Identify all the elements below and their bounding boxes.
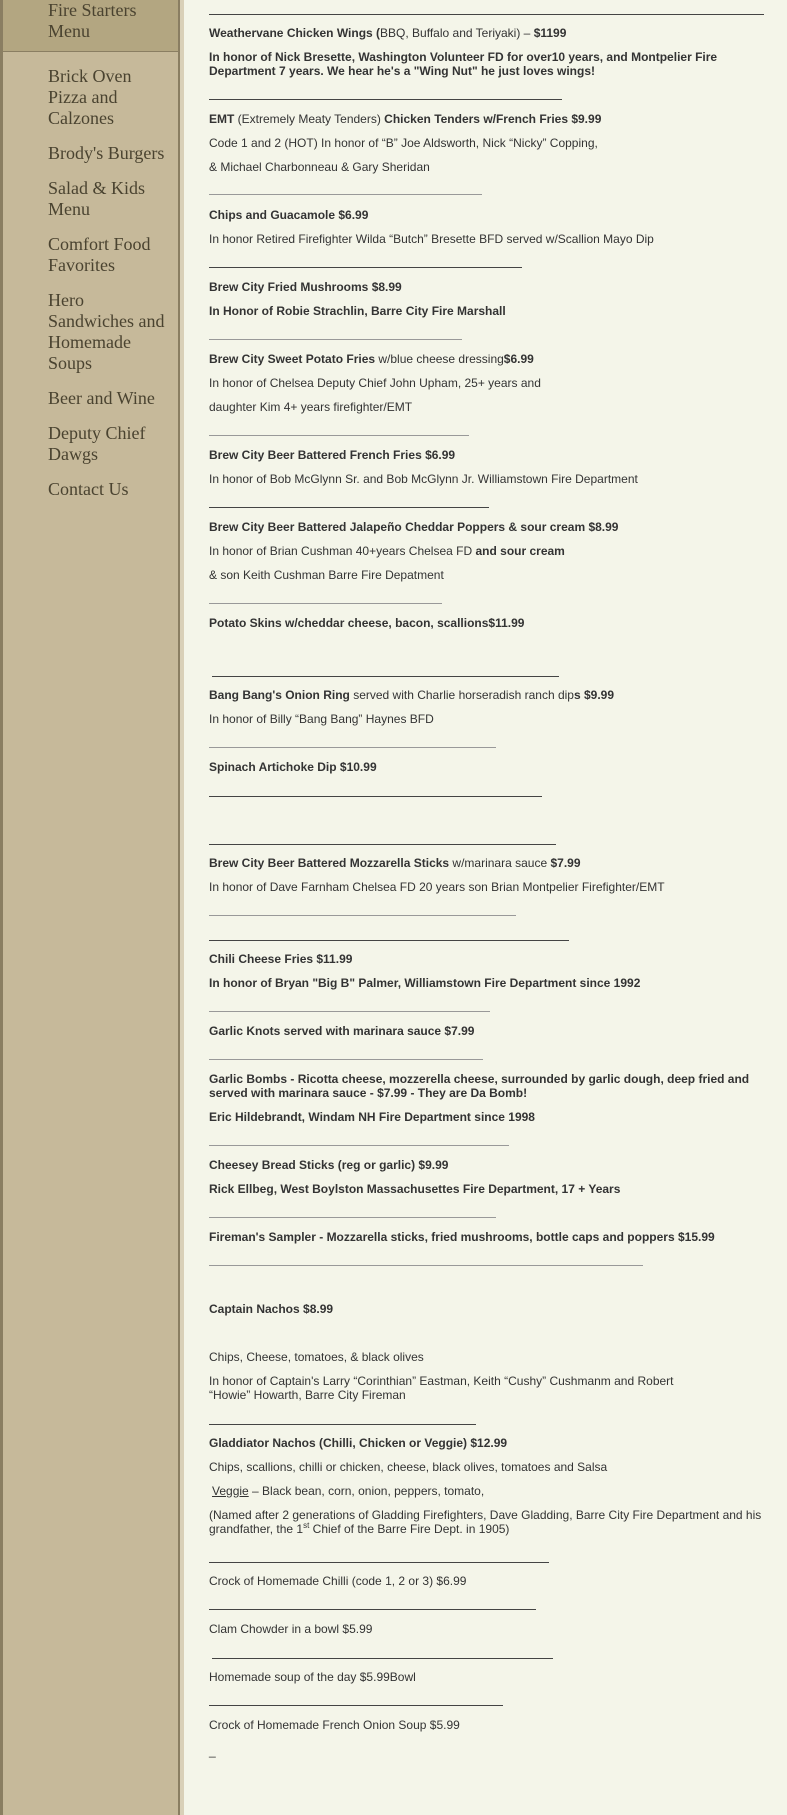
named-after-text: (Named after 2 generations of Gladding Firefighters, Dave Gladding, Barre City Fire Department and his grandfather, the 1 [209, 1508, 762, 1536]
gladdiator-nachos-title: Gladdiator Nachos (Chilli, Chicken or Veggie) $12.99 [209, 1436, 508, 1450]
chips-honor: In honor Retired Firefighter Wilda “Butch” Bresette BFD served w/Scallion Mayo Dip [209, 232, 654, 246]
divider [209, 1562, 549, 1563]
sidebar-item-salad-kids-menu[interactable]: Salad & Kids Menu [48, 178, 145, 219]
mozzarella-honor: In honor of Dave Farnham Chelsea FD 20 years son Brian Montpelier Firefighter/EMT [209, 880, 665, 894]
potato-skins-title: Potato Skins w/cheddar cheese, bacon, scallions$11.99 [209, 616, 525, 630]
mozzarella-price: $7.99 [550, 856, 581, 870]
tenders-title: Chicken Tenders w/French Fries $9.99 [384, 112, 602, 126]
named-after-text-end: Chief of the Barre Fire Dept. in 1905) [309, 1522, 510, 1536]
sidebar-item-deputy-chief-dawgs[interactable]: Deputy Chief Dawgs [48, 423, 146, 464]
menu-item-onion-ring [209, 688, 764, 702]
divider [212, 676, 559, 677]
divider [209, 844, 556, 845]
sidebar-item-contact-us[interactable]: Contact Us [48, 479, 129, 499]
chili-fries-honor: In honor of Bryan "Big B" Palmer, Williamstown Fire Department since 1992 [209, 976, 641, 990]
garlic-bombs-title: Garlic Bombs - Ricotta cheese, mozzerella cheese, surrounded by garlic dough, deep fried and served with marinara sauce - $7.99 - They are Da Bomb! [209, 1072, 750, 1100]
wings-flavors: BBQ, Buffalo and Teriyaki) – [380, 26, 534, 40]
captain-nachos-desc: Chips, Cheese, tomatoes, & black olives [209, 1350, 424, 1364]
divider [209, 603, 442, 604]
sweet-potato-honor-1: In honor of Chelsea Deputy Chief John Upham, 25+ years and [209, 376, 541, 390]
divider [209, 1145, 509, 1146]
veggie-label: Veggie [212, 1484, 249, 1498]
sidebar-item-fire-starters-menu[interactable]: Fire Starters Menu [3, 0, 178, 52]
wings-title: Weathervane Chicken Wings ( [209, 26, 381, 40]
divider [209, 915, 516, 916]
onion-ring-price: s $9.99 [573, 688, 615, 702]
divider [212, 1658, 553, 1659]
gladdiator-veggie [212, 1484, 767, 1498]
divider [209, 1011, 490, 1012]
spinach-dip-title: Spinach Artichoke Dip $10.99 [209, 760, 377, 774]
captain-nachos-title: Captain Nachos $8.99 [209, 1302, 334, 1316]
menu-item-sweet-potato [209, 352, 764, 366]
veggie-desc: – Black bean, corn, onion, peppers, tomato, [248, 1484, 485, 1498]
menu-item-wings [209, 26, 764, 40]
mushrooms-title: Brew City Fried Mushrooms $8.99 [209, 280, 402, 294]
wings-price: $1199 [533, 26, 567, 40]
gladdiator-named-after [209, 1508, 764, 1536]
soup-french-onion: Crock of Homemade French Onion Soup $5.99 [209, 1718, 460, 1732]
poppers-honor-2: & son Keith Cushman Barre Fire Depatment [209, 568, 444, 582]
divider [209, 435, 469, 436]
divider [209, 940, 569, 941]
divider [209, 1705, 503, 1706]
tenders-emt: EMT [209, 112, 235, 126]
mozzarella-title: Brew City Beer Battered Mozzarella Sticks [209, 856, 450, 870]
sidebar-item-comfort-food[interactable]: Comfort Food Favorites [48, 234, 151, 275]
sidebar-item-hero-sandwiches[interactable]: Hero Sandwiches and Homemade Soups [48, 290, 165, 373]
divider [209, 1609, 536, 1610]
poppers-honor-1 [209, 544, 764, 558]
divider [209, 99, 562, 100]
divider [209, 1424, 476, 1425]
french-fries-honor: In honor of Bob McGlynn Sr. and Bob McGlynn Jr. Williamstown Fire Department [209, 472, 638, 486]
divider [209, 1217, 496, 1218]
divider [209, 507, 489, 508]
divider [209, 747, 496, 748]
mushrooms-honor: In Honor of Robie Strachlin, Barre City Fire Marshall [209, 304, 506, 318]
sweet-potato-honor-2: daughter Kim 4+ years firefighter/EMT [209, 400, 413, 414]
menu-item-tenders [209, 112, 764, 126]
garlic-bombs-honor: Eric Hildebrandt, Windam NH Fire Department since 1998 [209, 1110, 535, 1124]
chips-title: Chips and Guacamole $6.99 [209, 208, 369, 222]
divider [209, 1059, 483, 1060]
poppers-honor-text: In honor of Brian Cushman 40+years Chelsea FD [209, 544, 476, 558]
sidebar-item-beer-and-wine[interactable]: Beer and Wine [48, 388, 155, 408]
onion-ring-honor: In honor of Billy “Bang Bang” Haynes BFD [209, 712, 434, 726]
menu-item-mozzarella [209, 856, 764, 870]
ordinal-suffix: st [303, 1521, 310, 1530]
onion-ring-title: Bang Bang's Onion Ring [209, 688, 350, 702]
onion-ring-desc: served with Charlie horseradish ranch dip [349, 688, 574, 702]
mozzarella-desc: w/marinara sauce [449, 856, 551, 870]
sampler-title: Fireman's Sampler - Mozzarella sticks, fried mushrooms, bottle caps and poppers $15.99 [209, 1230, 715, 1244]
sweet-potato-price: $6.99 [503, 352, 534, 366]
wings-honor: In honor of Nick Bresette, Washington Volunteer FD for over10 years, and Montpelier Fire Department 7 years. We hear he's a "Wing Nut" he just loves wings! [209, 50, 718, 78]
gladdiator-nachos-desc: Chips, scallions, chilli or chicken, cheese, black olives, tomatoes and Salsa [209, 1460, 608, 1474]
sweet-potato-title: Brew City Sweet Potato Fries [209, 352, 376, 366]
tenders-honor-2: & Michael Charbonneau & Gary Sheridan [209, 160, 430, 174]
french-fries-title: Brew City Beer Battered French Fries $6.99 [209, 448, 456, 462]
divider [209, 194, 482, 195]
sweet-potato-desc: w/blue cheese dressing [375, 352, 504, 366]
soup-of-the-day: Homemade soup of the day $5.99Bowl [209, 1670, 416, 1684]
divider [209, 339, 462, 340]
sidebar-item-brodys-burgers[interactable]: Brody's Burgers [48, 143, 165, 163]
garlic-knots-title: Garlic Knots served with marinara sauce $7.99 [209, 1024, 475, 1038]
divider [209, 796, 542, 797]
tenders-honor-1: Code 1 and 2 (HOT) In honor of “B” Joe Aldsworth, Nick “Nicky” Copping, [209, 136, 598, 150]
bread-sticks-honor: Rick Ellbeg, West Boylston Massachusettes Fire Department, 17 + Years [209, 1182, 621, 1196]
captain-nachos-honor: In honor of Captain's Larry “Corinthian” Eastman, Keith “Cushy” Cushmanm and Robert “Howie” Howarth, Barre City Fireman [209, 1374, 674, 1402]
trailing-mark: _ [209, 1744, 216, 1758]
chili-fries-title: Chili Cheese Fries $11.99 [209, 952, 353, 966]
sidebar-nav [0, 0, 180, 1815]
poppers-sour-cream: and sour cream [475, 544, 565, 558]
soup-clam-chowder: Clam Chowder in a bowl $5.99 [209, 1622, 373, 1636]
divider [209, 14, 764, 15]
tenders-desc: (Extremely Meaty Tenders) [234, 112, 385, 126]
poppers-title: Brew City Beer Battered Jalapeño Cheddar Poppers & sour cream $8.99 [209, 520, 619, 534]
sidebar-item-brick-oven-pizza[interactable]: Brick Oven Pizza and Calzones [48, 66, 132, 128]
bread-sticks-title: Cheesey Bread Sticks (reg or garlic) $9.99 [209, 1158, 449, 1172]
soup-chilli: Crock of Homemade Chilli (code 1, 2 or 3) $6.99 [209, 1574, 467, 1588]
divider [209, 267, 522, 268]
divider [209, 1265, 643, 1266]
